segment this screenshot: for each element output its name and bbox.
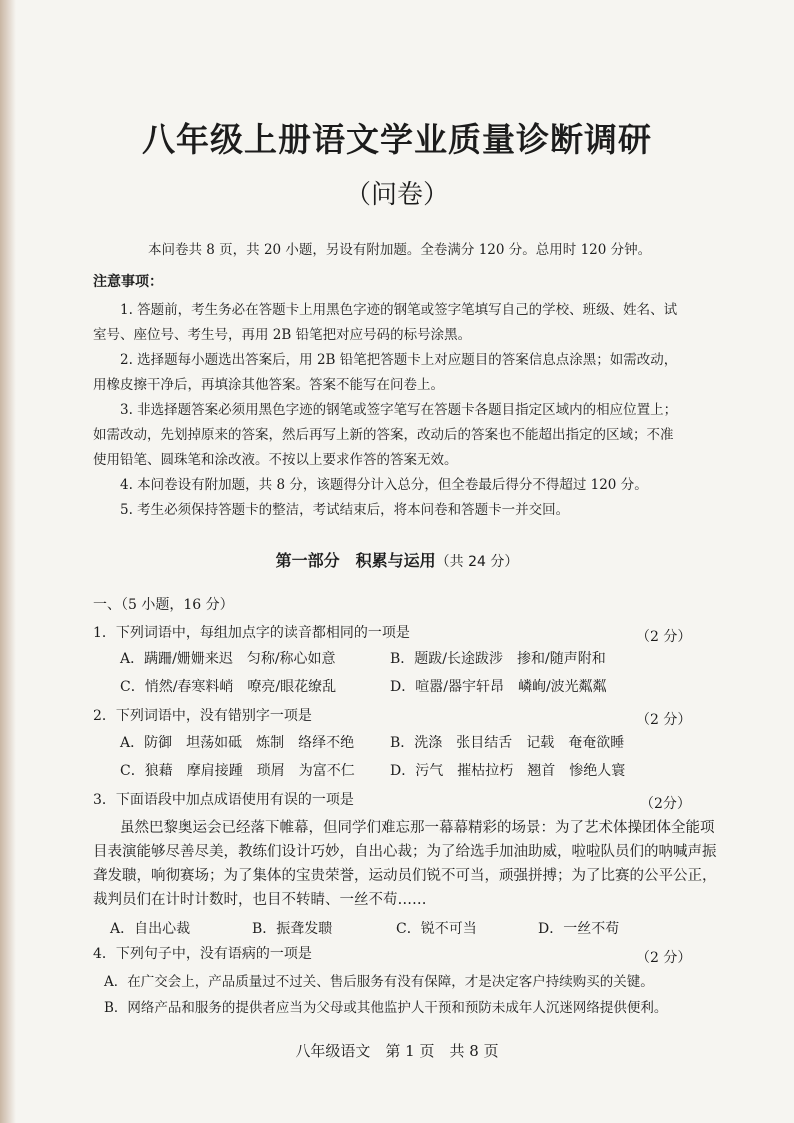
question-2-option-a: A．防御 坦荡如砥 炼制 络绎不绝 — [120, 735, 355, 751]
question-4-option-a: A．在广交会上，产品质量过不过关、售后服务有没有保障，才是决定客户持续购买的关键。 — [104, 974, 654, 990]
question-4-stem: 4．下列句子中，没有语病的一项是 — [93, 946, 312, 962]
question-1-stem: 1．下列词语中，每组加点字的读音都相同的一项是 — [93, 625, 410, 641]
notes-heading: 注意事项： — [93, 274, 163, 290]
note-line: 室号、座位号、考生号，再用 2B 铅笔把对应号码的标号涂黑。 — [93, 327, 472, 343]
note-line: 5. 考生必须保持答题卡的整洁，考试结束后，将本问卷和答题卡一并交回。 — [120, 502, 570, 518]
exam-title: 八年级上册语文学业质量诊断调研 — [142, 120, 652, 159]
question-3-option-c: C．锐不可当 — [396, 921, 477, 937]
note-line: 4. 本问卷设有附加题，共 8 分，该题得分计入总分，但全卷最后得分不得超过 120 分。 — [120, 477, 648, 493]
part1-points: （共 24 分） — [435, 554, 519, 570]
question-3-passage-line: 聋发聩，响彻赛场；为了集体的宝贵荣誉，运动员们锐不可当，顽强拼搏；为了比赛的公平公正， — [93, 868, 717, 884]
question-1-option-c: C．悄然/春寒料峭 嘹亮/眼花缭乱 — [120, 679, 337, 695]
question-3-stem: 3．下面语段中加点成语使用有误的一项是 — [93, 792, 354, 808]
question-3-passage-line: 裁判员们在计时计数时，也目不转睛、一丝不苟…… — [93, 892, 427, 908]
question-3-option-b: B．振聋发聩 — [252, 921, 333, 937]
note-line: 使用铅笔、圆珠笔和涂改液。不按以上要求作答的答案无效。 — [93, 452, 458, 468]
question-2-stem: 2．下列词语中，没有错别字一项是 — [93, 708, 312, 724]
note-line: 用橡皮擦干净后，再填涂其他答案。答案不能写在问卷上。 — [93, 377, 444, 393]
question-2-option-c: C．狼藉 摩肩接踵 琐屑 为富不仁 — [120, 763, 355, 779]
section1-heading: 一、（5 小题，16 分） — [93, 597, 234, 613]
part1-title: 第一部分 积累与运用 — [275, 551, 436, 570]
question-3-option-d: D．一丝不苟 — [538, 921, 620, 937]
question-3-option-a: A．自出心裁 — [110, 921, 191, 937]
question-2-option-b: B．洗涤 张目结舌 记载 奄奄欲睡 — [390, 735, 625, 751]
question-1-score: （2 分） — [636, 629, 692, 645]
page-footer: 八年级语文 第 1 页 共 8 页 — [295, 1042, 499, 1060]
question-2-option-d: D．污气 摧枯拉朽 翘首 惨绝人寰 — [390, 763, 626, 779]
note-line: 1. 答题前，考生务必在答题卡上用黑色字迹的钢笔或签字笔填写自己的学校、班级、姓名、试 — [120, 302, 678, 318]
question-2-score: （2 分） — [636, 712, 692, 728]
exam-intro: 本问卷共 8 页，共 20 小题，另设有附加题。全卷满分 120 分。总用时 120 分钟。 — [148, 242, 652, 258]
question-3-passage-line: 目表演能够尽善尽美，教练们设计巧妙，自出心裁；为了给选手加油助威，啦啦队员们的呐喊声振 — [93, 844, 717, 860]
exam-subtitle: （问卷） — [344, 180, 449, 210]
question-1-option-b: B．题跋/长途跋涉 掺和/随声附和 — [390, 651, 606, 667]
question-4-score: （2 分） — [636, 950, 692, 966]
note-line: 3. 非选择题答案必须用黑色字迹的钢笔或签字笔写在答题卡各题目指定区域内的相应位置上； — [120, 402, 678, 418]
question-3-passage-line: 虽然巴黎奥运会已经落下帷幕，但同学们难忘那一幕幕精彩的场景：为了艺术体操团体全能项 — [120, 820, 715, 836]
question-1-option-a: A．蹒跚/姗姗来迟 匀称/称心如意 — [120, 651, 336, 667]
note-line: 2. 选择题每小题选出答案后，用 2B 铅笔把答题卡上对应题目的答案信息点涂黑；如需改动， — [120, 352, 678, 368]
question-1-option-d: D．喧嚣/器宇轩昂 嶙峋/波光粼粼 — [390, 679, 607, 695]
note-line: 如需改动，先划掉原来的答案，然后再写上新的答案，改动后的答案也不能超出指定的区域；不准 — [93, 427, 674, 443]
question-4-option-b: B．网络产品和服务的提供者应当为父母或其他监护人干预和预防未成年人沉迷网络提供便利。 — [104, 1000, 668, 1016]
part1-heading — [0, 548, 794, 571]
question-3-score: （2分） — [640, 796, 691, 812]
